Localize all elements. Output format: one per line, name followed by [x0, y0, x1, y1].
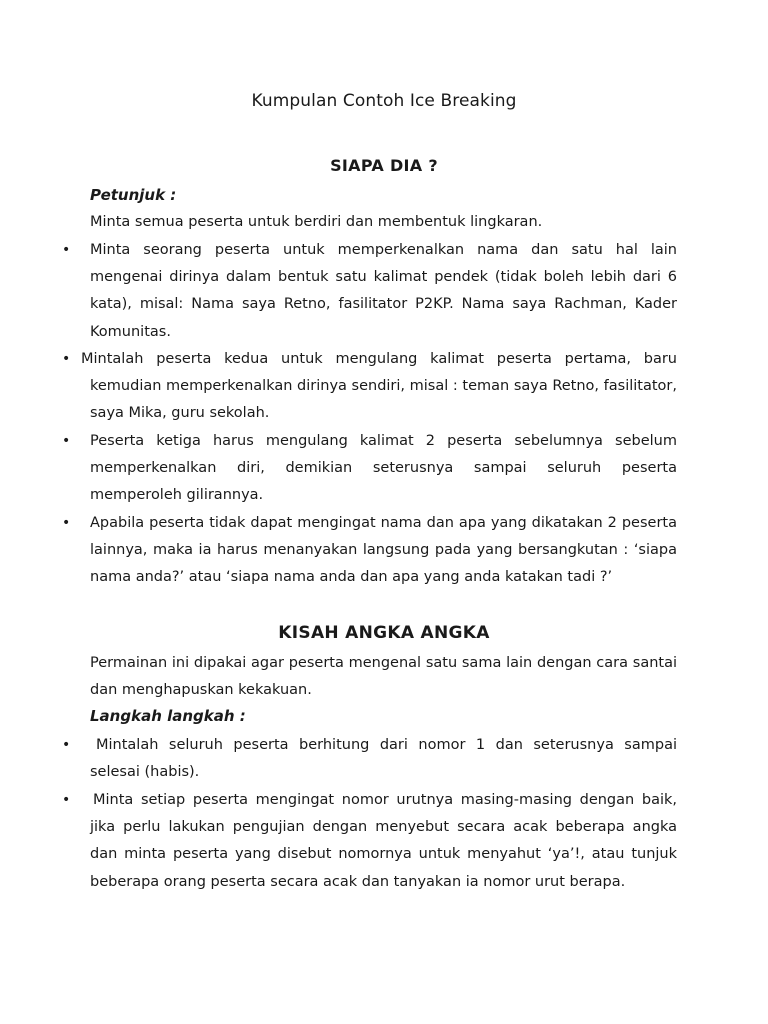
- section1-bullet-4: Apabila peserta tidak dapat mengingat nama dan apa yang dikatakan 2 peserta lainnya, maka ia harus menanyakan langsung pada yang bersangkutan : ‘siapa nama anda?’ atau ‘siapa nama anda dan apa yang anda katakan tadi ?’: [90, 515, 677, 586]
- section1-bullet-3: Peserta ketiga harus mengulang kalimat 2 peserta sebelumnya sebelum memperkenalkan diri, demikian seterusnya sampai seluruh peserta memperoleh gilirannya.: [90, 433, 677, 504]
- bullet-marker: •: [62, 242, 71, 258]
- section-heading-kisah-angka: KISAH ANGKA ANGKA: [278, 623, 490, 643]
- bullet-marker: •: [62, 792, 71, 808]
- bullet-marker: •: [62, 351, 71, 367]
- section-heading-siapa-dia: SIAPA DIA ?: [330, 156, 438, 175]
- document-title: Kumpulan Contoh Ice Breaking: [251, 91, 517, 111]
- section2-bullet-1: Mintalah seluruh peserta berhitung dari nomor 1 dan seterusnya sampai selesai (habis).: [90, 737, 677, 781]
- section1-bullet-1: Minta seorang peserta untuk memperkenalkan nama dan satu hal lain mengenai dirinya dalam bentuk satu kalimat pendek (tidak boleh lebih dari 6 kata), misal: Nama saya Retno, fasilitator P2KP. Nama saya Rachman, Kader Komunitas.: [90, 242, 677, 340]
- section1-bullet-2: Mintalah peserta kedua untuk mengulang kalimat peserta pertama, baru kemudian memperkenalkan dirinya sendiri, misal : teman saya Retno, fasilitator, saya Mika, guru sekolah.: [81, 351, 677, 422]
- bullet-marker: •: [62, 433, 71, 449]
- section2-bullet-2: Minta setiap peserta mengingat nomor urutnya masing-masing dengan baik, jika perlu lakukan pengujian dengan menyebut secara acak beberapa angka dan minta peserta yang disebut nomornya untuk menyahut ‘ya’!, atau tunjuk beberapa orang peserta secara acak dan tanyakan ia nomor urut berapa.: [90, 792, 677, 890]
- langkah-label: Langkah langkah :: [90, 707, 246, 725]
- petunjuk-label: Petunjuk :: [90, 186, 177, 204]
- bullet-marker: •: [62, 737, 71, 753]
- section2-intro: Permainan ini dipakai agar peserta mengenal satu sama lain dengan cara santai dan menghapuskan kekakuan.: [90, 655, 677, 699]
- section1-intro: Minta semua peserta untuk berdiri dan membentuk lingkaran.: [90, 214, 543, 230]
- bullet-marker: •: [62, 515, 71, 531]
